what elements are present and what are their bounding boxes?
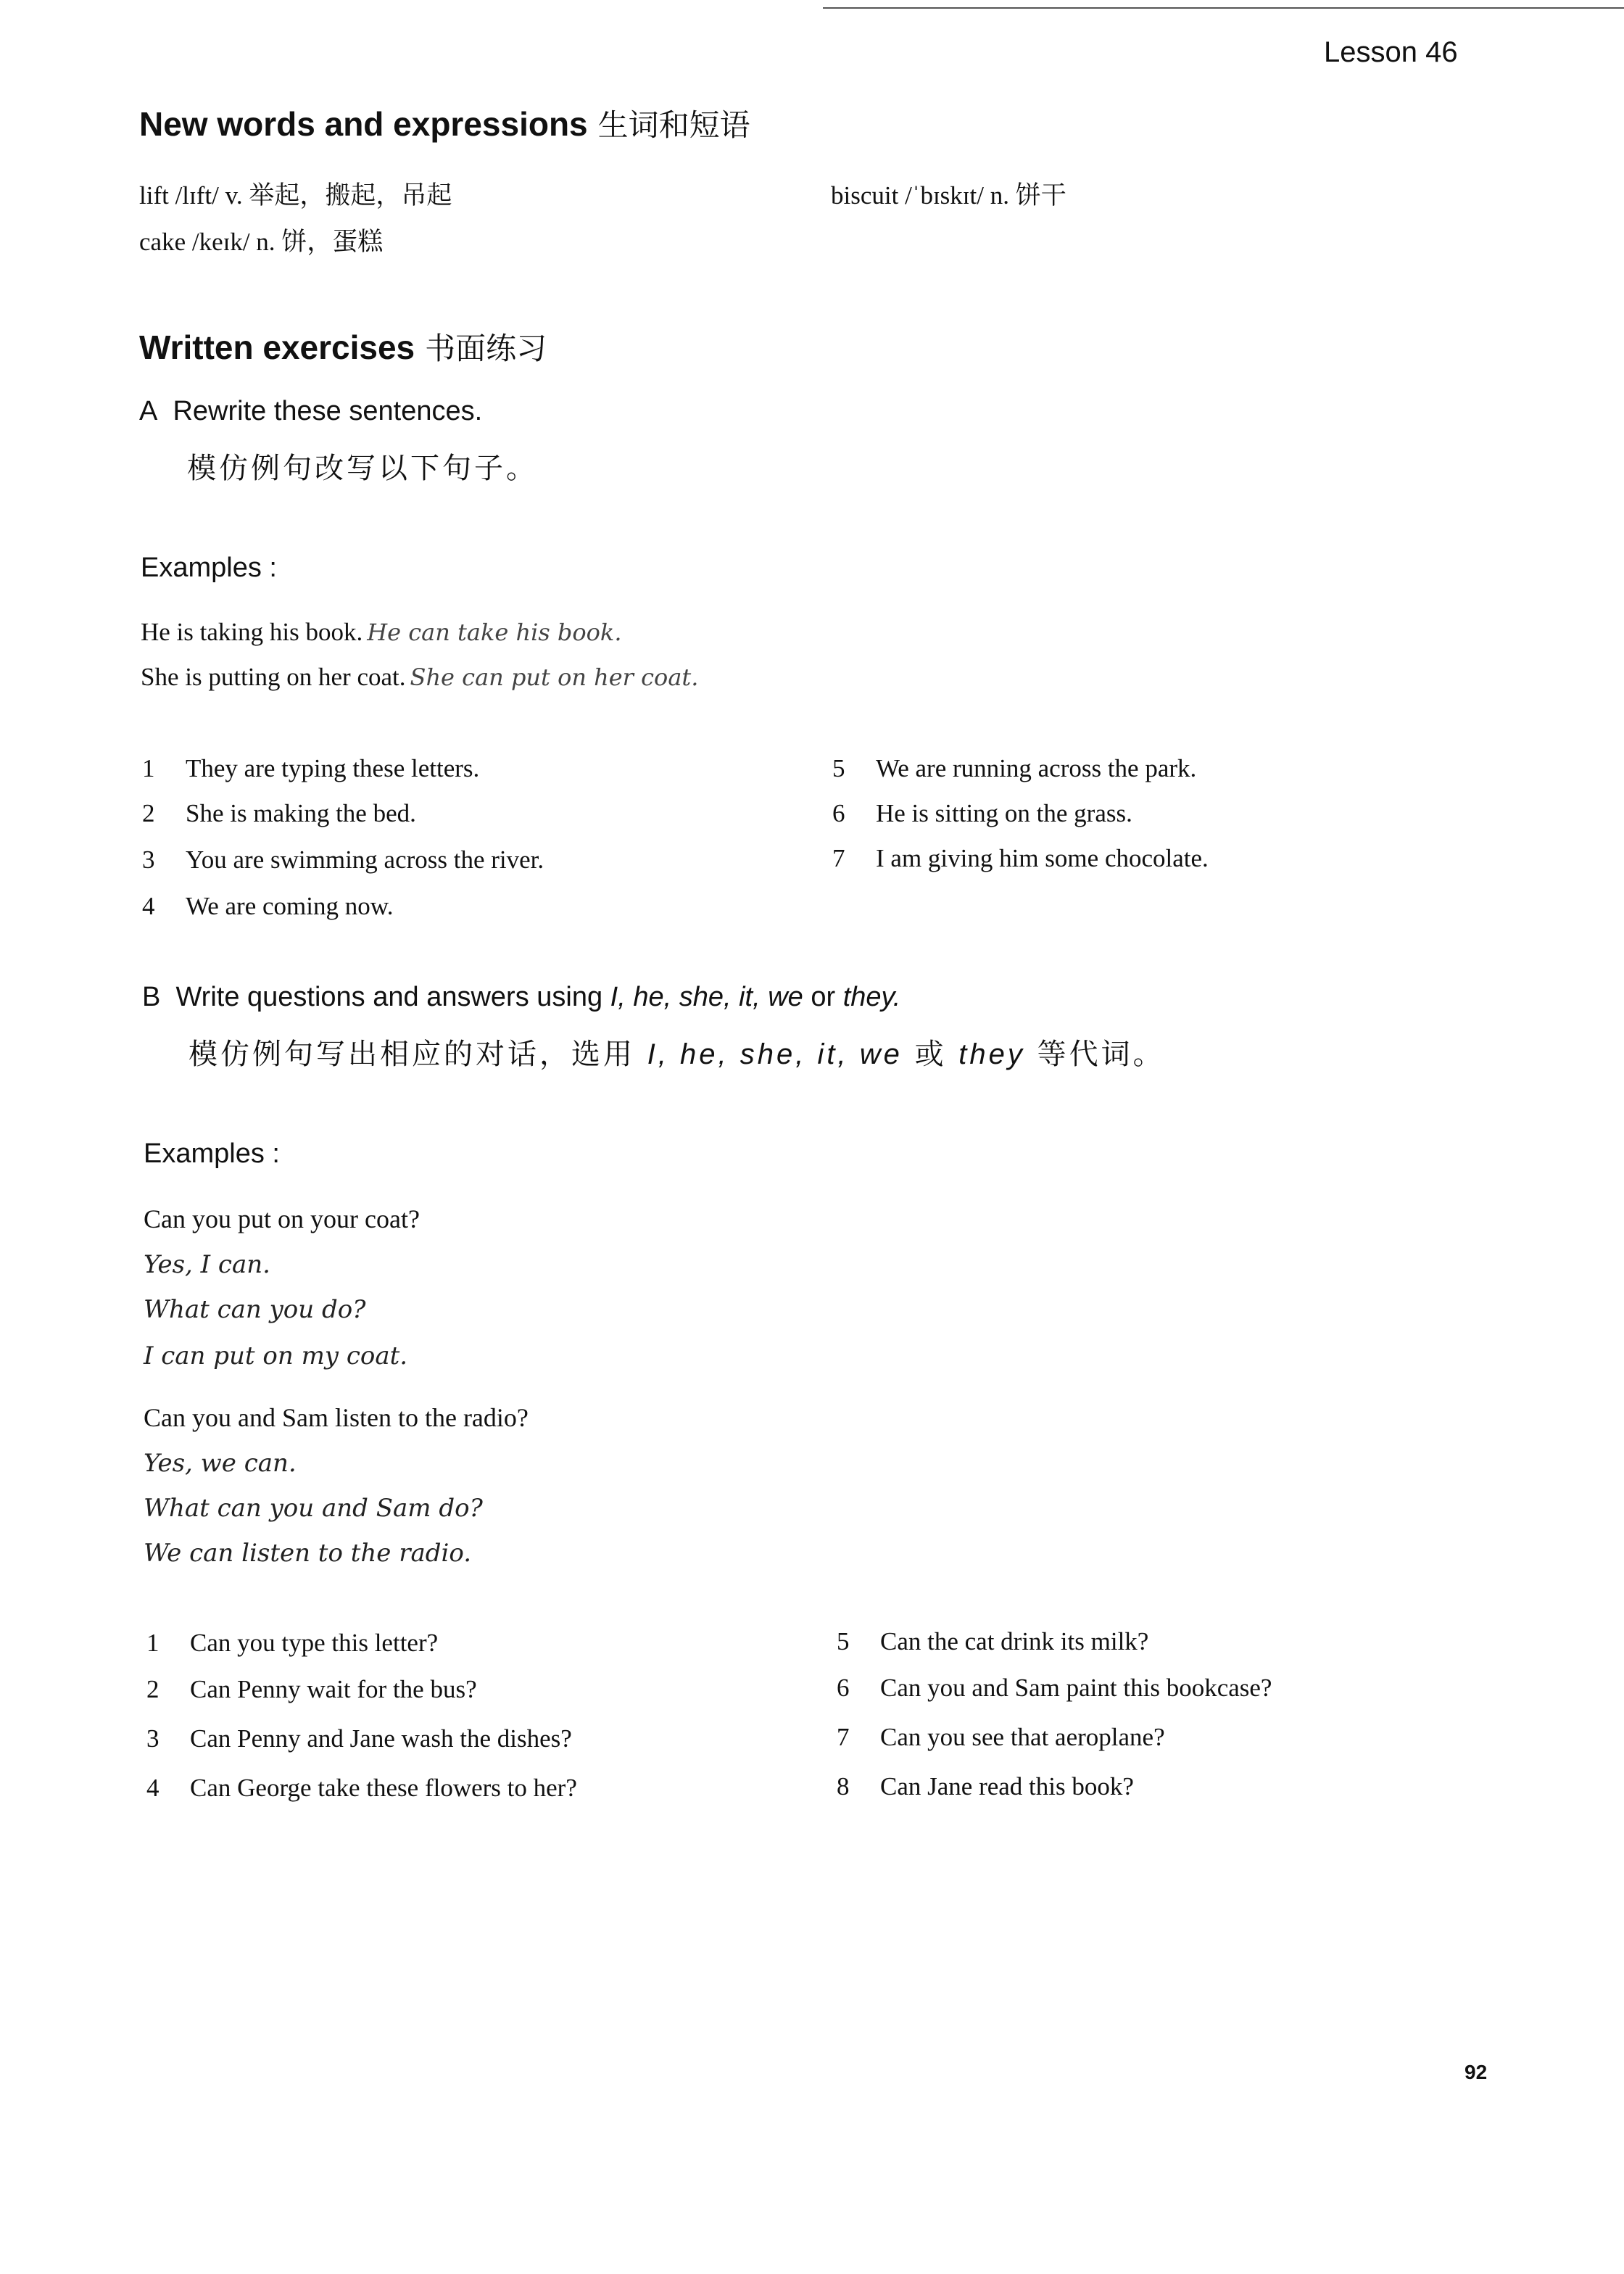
dialog-1-answer-2: What can you do? — [144, 1295, 366, 1324]
section-a-item-6: 6 He is sitting on the grass. — [832, 799, 1132, 827]
dialog-2-answer-2: What can you and Sam do? — [144, 1494, 483, 1523]
section-a-examples-label: Examples : — [141, 553, 277, 583]
new-words-title-cn: 生词和短语 — [597, 107, 750, 143]
section-a-instruction-text: Rewrite these sentences. — [173, 396, 483, 426]
section-b-examples-label: Examples : — [144, 1138, 280, 1169]
example-answer: He can take his book. — [367, 619, 622, 646]
section-a-letter: A — [139, 396, 158, 426]
vocab-entry-cake: cake /keɪk/ n. 饼，蛋糕 — [139, 228, 384, 256]
section-b-item-5: 5 Can the cat drink its milk? — [837, 1627, 1149, 1655]
dialog-2-answer-1: Yes, we can. — [144, 1449, 297, 1478]
section-b-item-6: 6 Can you and Sam paint this bookcase? — [837, 1674, 1272, 1702]
section-a-example-2: She is putting on her coat. She can put on her coat. — [141, 663, 699, 691]
section-a-item-1: 1 They are typing these letters. — [142, 754, 480, 782]
section-b-instruction: B Write questions and answers using I, he, she, it, we or they. — [142, 982, 901, 1012]
section-b-item-4: 4 Can George take these flowers to her? — [146, 1774, 577, 1802]
section-b-item-2: 2 Can Penny wait for the bus? — [146, 1675, 477, 1703]
section-a-item-5: 5 We are running across the park. — [832, 754, 1197, 782]
section-a-item-3: 3 You are swimming across the river. — [142, 845, 544, 874]
section-a-instruction — [139, 396, 482, 427]
section-b-letter: B — [142, 982, 161, 1012]
dialog-2-question: Can you and Sam listen to the radio? — [144, 1403, 529, 1432]
top-rule — [823, 7, 1624, 9]
page-number: 92 — [1464, 2061, 1488, 2083]
section-a-example-1: He is taking his book. He can take his book. — [141, 618, 622, 646]
dialog-1-answer-3: I can put on my coat. — [144, 1341, 408, 1370]
written-exercises-heading — [139, 325, 547, 368]
vocab-entry-biscuit: biscuit /ˈbɪskɪt/ n. 饼干 — [831, 181, 1066, 210]
new-words-heading — [139, 102, 750, 145]
dialog-2-answer-3: We can listen to the radio. — [144, 1539, 472, 1568]
written-exercises-title: Written exercises — [139, 328, 415, 366]
lesson-label: Lesson 46 — [1324, 36, 1458, 68]
section-b-item-7: 7 Can you see that aeroplane? — [837, 1723, 1165, 1751]
vocab-entry-lift: lift /lɪft/ v. 举起，搬起，吊起 — [139, 181, 452, 210]
dialog-1-question: Can you put on your coat? — [144, 1204, 420, 1233]
section-b-item-3: 3 Can Penny and Jane wash the dishes? — [146, 1724, 572, 1753]
section-b-instruction-cn: 模仿例句写出相应的对话，选用 I, he, she, it, we 或 they 等代词。 — [188, 1038, 1165, 1071]
section-a-item-2: 2 She is making the bed. — [142, 799, 416, 827]
section-b-item-1: 1 Can you type this letter? — [146, 1629, 439, 1657]
section-a-instruction-cn: 模仿例句改写以下句子。 — [187, 452, 538, 485]
dialog-1-answer-1: Yes, I can. — [144, 1250, 270, 1279]
section-b-item-8: 8 Can Jane read this book? — [837, 1772, 1134, 1800]
section-a-item-4: 4 We are coming now. — [142, 892, 394, 920]
written-exercises-title-cn: 书面练习 — [425, 331, 547, 366]
example-answer: She can put on her coat. — [410, 663, 699, 691]
new-words-title: New words and expressions — [139, 105, 588, 143]
section-a-item-7: 7 I am giving him some chocolate. — [832, 844, 1209, 872]
